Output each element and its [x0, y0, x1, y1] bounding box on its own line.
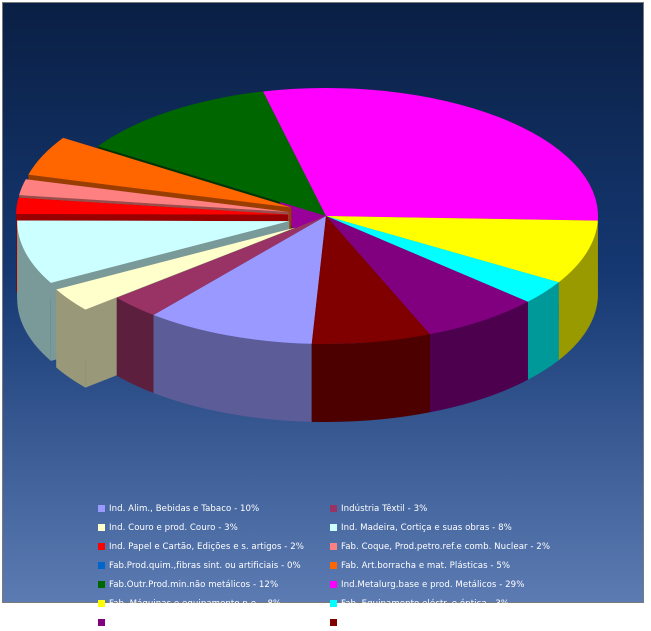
legend-label: Indústria Têxtil - 3%	[341, 504, 427, 514]
legend-label: Fab. Coque, Prod.petro.ref.e comb. Nuclear - 2%	[341, 542, 550, 552]
legend-swatch	[98, 619, 105, 626]
legend-label: Ind. Alim., Bebidas e Tabaco - 10%	[109, 504, 259, 514]
chart-area	[2, 2, 644, 603]
legend-item	[330, 538, 568, 555]
legend-item	[98, 614, 330, 631]
legend-swatch	[98, 600, 105, 607]
legend-label: Fab. Art.borracha e mat. Plásticas - 5%	[341, 561, 510, 571]
legend-swatch	[330, 505, 337, 512]
legend-item	[330, 614, 568, 631]
legend-swatch	[330, 581, 337, 588]
legend-label: Ind.Metalurg.base e prod. Metálicos - 29%	[341, 580, 524, 590]
legend-swatch	[98, 505, 105, 512]
legend-label: Ind. Madeira, Cortiça e suas obras - 8%	[341, 523, 512, 533]
legend-label: Fab. Equipamento eléctr. e óptica - 3%	[341, 599, 509, 609]
legend-swatch	[98, 543, 105, 550]
legend-item	[98, 538, 330, 555]
legend-item	[330, 500, 568, 517]
legend-label: Ind. Couro e prod. Couro - 3%	[109, 523, 238, 533]
legend-swatch	[330, 619, 337, 626]
pie-chart	[3, 3, 645, 493]
legend-item	[98, 500, 330, 517]
legend-item	[330, 519, 568, 536]
legend-swatch	[98, 524, 105, 531]
legend-item	[330, 576, 568, 593]
legend-item	[98, 576, 330, 593]
chart-legend	[98, 500, 568, 631]
legend-item	[98, 595, 330, 612]
legend-label: Fab. Máquinas e equipamento,n.e. - 8%	[109, 599, 281, 609]
legend-swatch	[330, 543, 337, 550]
legend-swatch	[98, 581, 105, 588]
legend-label: Ind. Papel e Cartão, Edições e s. artigos - 2%	[109, 542, 304, 552]
legend-label: Fab. Material de transporte - 7%	[109, 618, 249, 628]
legend-label: Fab.Prod.quim.,fibras sint. ou artificiais - 0%	[109, 561, 301, 571]
legend-label: Ind. Transformadoras,n.e. - 7%	[341, 618, 475, 628]
legend-item	[330, 595, 568, 612]
legend-swatch	[330, 562, 337, 569]
slice-13-side-0	[312, 334, 430, 422]
legend-item	[98, 519, 330, 536]
legend-swatch	[330, 524, 337, 531]
legend-label: Fab.Outr.Prod.min.não metálicos - 12%	[109, 580, 278, 590]
legend-item	[98, 557, 330, 574]
legend-item	[330, 557, 568, 574]
legend-swatch	[330, 600, 337, 607]
legend-swatch	[98, 562, 105, 569]
